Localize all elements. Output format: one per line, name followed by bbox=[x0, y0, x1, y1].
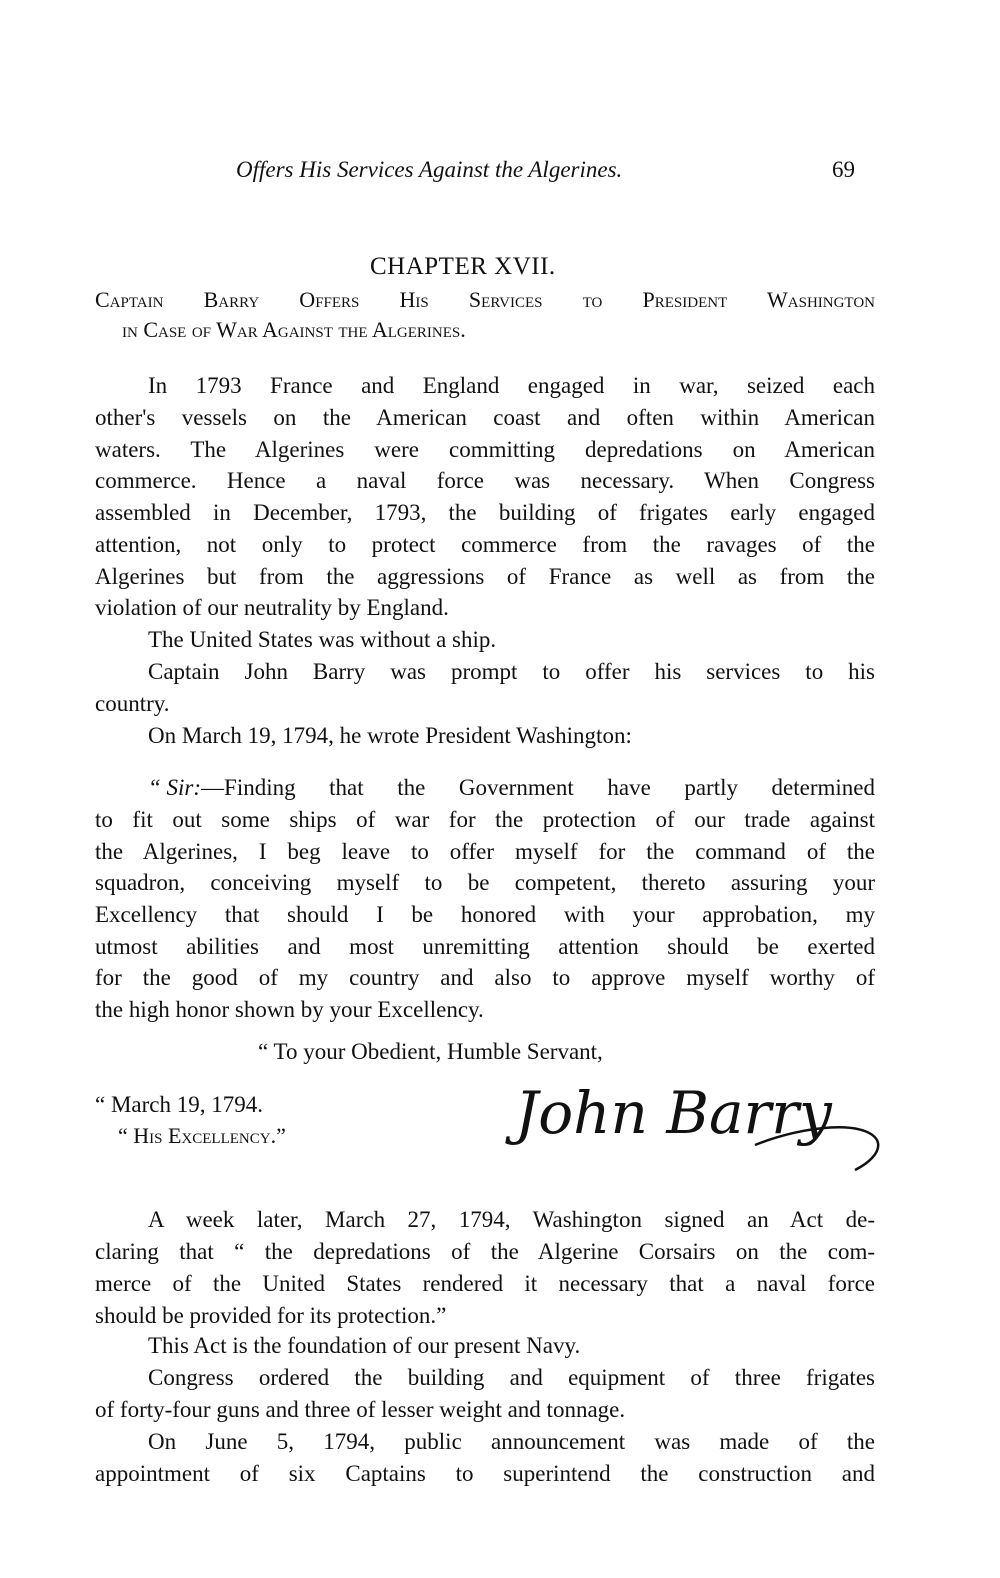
text-line: claring that “ the depredations of the Algerine Corsairs on the com- bbox=[95, 1239, 875, 1264]
text-line: waters. The Algerines were committing depredations on American bbox=[95, 437, 875, 462]
text-line: appointment of six Captains to superintend the construction and bbox=[95, 1461, 875, 1486]
text-line: commerce. Hence a naval force was necessary. When Congress bbox=[95, 468, 875, 493]
text-line: other's vessels on the American coast and often within American bbox=[95, 405, 875, 430]
running-header-title: Offers His Services Against the Algerines. bbox=[236, 157, 623, 182]
text-line: The United States was without a ship. bbox=[148, 627, 497, 652]
text-line: of forty-four guns and three of lesser weight and tonnage. bbox=[95, 1397, 626, 1422]
text-line: merce of the United States rendered it necessary that a naval force bbox=[95, 1271, 875, 1296]
text-line: On March 19, 1794, he wrote President Washington: bbox=[148, 723, 632, 748]
text-line: Congress ordered the building and equipment of three frigates bbox=[148, 1365, 875, 1390]
text-line bbox=[148, 773, 875, 803]
letter-date: “ March 19, 1794. bbox=[95, 1092, 263, 1117]
chapter-subtitle-line: Captain Barry Offers His Services to President Washington bbox=[95, 287, 875, 312]
letter-line: utmost abilities and most unremitting attention should be exerted bbox=[95, 934, 875, 959]
letter-line: the Algerines, I beg leave to offer myself for the command of the bbox=[95, 839, 875, 864]
letter-line: squadron, conceiving myself to be competent, thereto assuring your bbox=[95, 870, 875, 895]
text-line: Algerines but from the aggressions of France as well as from the bbox=[95, 564, 875, 589]
letter-line: to fit out some ships of war for the protection of our trade against bbox=[95, 807, 875, 832]
letter-line: —Finding that the Government have partly determined bbox=[201, 775, 875, 800]
text-line: attention, not only to protect commerce from the ravages of the bbox=[95, 532, 875, 557]
signature bbox=[505, 1065, 885, 1175]
text-line: A week later, March 27, 1794, Washington signed an Act de- bbox=[148, 1207, 875, 1232]
signature-text: John Barry bbox=[515, 1079, 832, 1147]
letter-closing: “ To your Obedient, Humble Servant, bbox=[258, 1039, 603, 1064]
chapter-heading: CHAPTER XVII. bbox=[370, 253, 556, 280]
text-line: should be provided for its protection.” bbox=[95, 1303, 447, 1328]
text-line: This Act is the foundation of our present Navy. bbox=[148, 1333, 581, 1358]
salutation: “ Sir: bbox=[148, 775, 202, 800]
page-number: 69 bbox=[832, 157, 855, 182]
text-line: Captain John Barry was prompt to offer his services to his bbox=[148, 659, 875, 684]
text-line: assembled in December, 1793, the building of frigates early engaged bbox=[95, 500, 875, 525]
text-line: violation of our neutrality by England. bbox=[95, 595, 449, 620]
text-line: In 1793 France and England engaged in war, seized each bbox=[148, 373, 875, 398]
text-line: On June 5, 1794, public announcement was made of the bbox=[148, 1429, 875, 1454]
text-line: country. bbox=[95, 691, 170, 716]
letter-line: the high honor shown by your Excellency. bbox=[95, 997, 484, 1022]
letter-addressee: “ His Excellency.” bbox=[118, 1123, 286, 1148]
chapter-subtitle-line: in Case of War Against the Algerines. bbox=[122, 317, 466, 342]
letter-line: Excellency that should I be honored with your approbation, my bbox=[95, 902, 875, 927]
letter-line: for the good of my country and also to approve myself worthy of bbox=[95, 965, 875, 990]
